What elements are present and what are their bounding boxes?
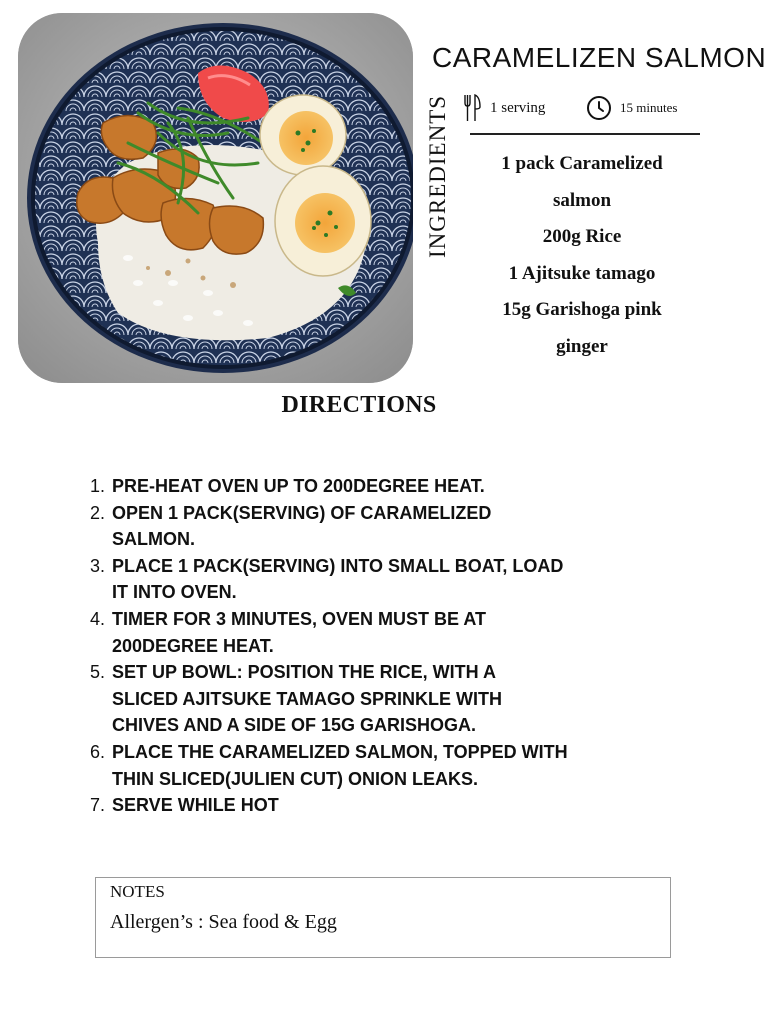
directions-heading: DIRECTIONS xyxy=(281,392,437,418)
notes-box xyxy=(95,877,671,958)
direction-line xyxy=(90,633,650,660)
step-number: 7. xyxy=(90,795,106,816)
direction-line xyxy=(90,606,650,633)
ingredient-line: 200g Rice xyxy=(542,226,622,247)
step-number xyxy=(90,579,112,606)
direction-line xyxy=(90,686,650,713)
step-text: SLICED AJITSUKE TAMAGO SPRINKLE WITH xyxy=(112,688,503,709)
fork-knife-icon xyxy=(462,93,482,123)
direction-line xyxy=(90,579,650,606)
serving-info xyxy=(462,93,545,123)
ingredient-line: salmon xyxy=(552,189,612,211)
ingredient-line: 1 pack Caramelized xyxy=(501,153,663,174)
step-text: CHIVES AND A SIDE OF 15G GARISHOGA. xyxy=(112,715,477,736)
direction-line xyxy=(90,659,650,686)
step-text: THIN SLICED(JULIEN CUT) ONION LEAKS. xyxy=(112,768,479,789)
ingredient-line: ginger xyxy=(556,335,608,357)
time-label: 15 minutes xyxy=(620,100,678,115)
step-number: 3. xyxy=(90,555,106,576)
step-number xyxy=(90,712,112,739)
direction-line xyxy=(90,766,650,793)
divider xyxy=(470,133,700,135)
recipe-title: CARAMELIZEN SALMON xyxy=(432,42,767,73)
direction-line xyxy=(90,739,650,766)
step-number: 4. xyxy=(90,608,106,629)
step-text: TIMER FOR 3 MINUTES, OVEN MUST BE AT xyxy=(112,608,487,629)
step-text: 200DEGREE HEAT. xyxy=(112,635,274,656)
direction-line xyxy=(90,553,650,580)
ingredients-list xyxy=(468,146,696,365)
serving-label: 1 serving xyxy=(490,99,546,116)
time-info xyxy=(586,93,677,123)
step-number xyxy=(90,633,112,660)
clock-icon xyxy=(586,95,612,121)
ingredient-line: 15g Garishoga pink xyxy=(502,299,662,320)
allergen-note: Allergen’s : Sea food & Egg xyxy=(110,911,337,933)
direction-line xyxy=(90,792,650,819)
directions-list xyxy=(90,473,650,819)
direction-line xyxy=(90,712,650,739)
step-text: IT INTO OVEN. xyxy=(112,582,237,603)
ingredients-label: INGREDIENTS xyxy=(425,94,450,258)
step-number: 1. xyxy=(90,476,106,496)
step-text: SALMON. xyxy=(112,529,195,550)
step-number xyxy=(90,766,112,793)
step-number: 2. xyxy=(90,502,106,523)
notes-title: NOTES xyxy=(110,882,165,901)
step-number: 6. xyxy=(90,741,106,762)
step-text: PLACE THE CARAMELIZED SALMON, TOPPED WITH xyxy=(112,741,568,762)
step-number xyxy=(90,526,112,553)
step-number: 5. xyxy=(90,662,106,683)
step-text: PLACE 1 PACK(SERVING) INTO SMALL BOAT, LOAD xyxy=(112,555,564,576)
step-text: OPEN 1 PACK(SERVING) OF CARAMELIZED xyxy=(112,502,492,523)
step-text: SERVE WHILE HOT xyxy=(112,795,279,816)
direction-line xyxy=(90,500,650,527)
step-text: SET UP BOWL: POSITION THE RICE, WITH A xyxy=(112,662,497,683)
step-text: PRE-HEAT OVEN UP TO 200DEGREE HEAT. xyxy=(112,476,485,496)
direction-line xyxy=(90,526,650,553)
step-number xyxy=(90,686,112,713)
dish-photo xyxy=(18,13,413,383)
ingredient-line: 1 Ajitsuke tamago xyxy=(508,262,656,284)
direction-line xyxy=(90,473,650,500)
